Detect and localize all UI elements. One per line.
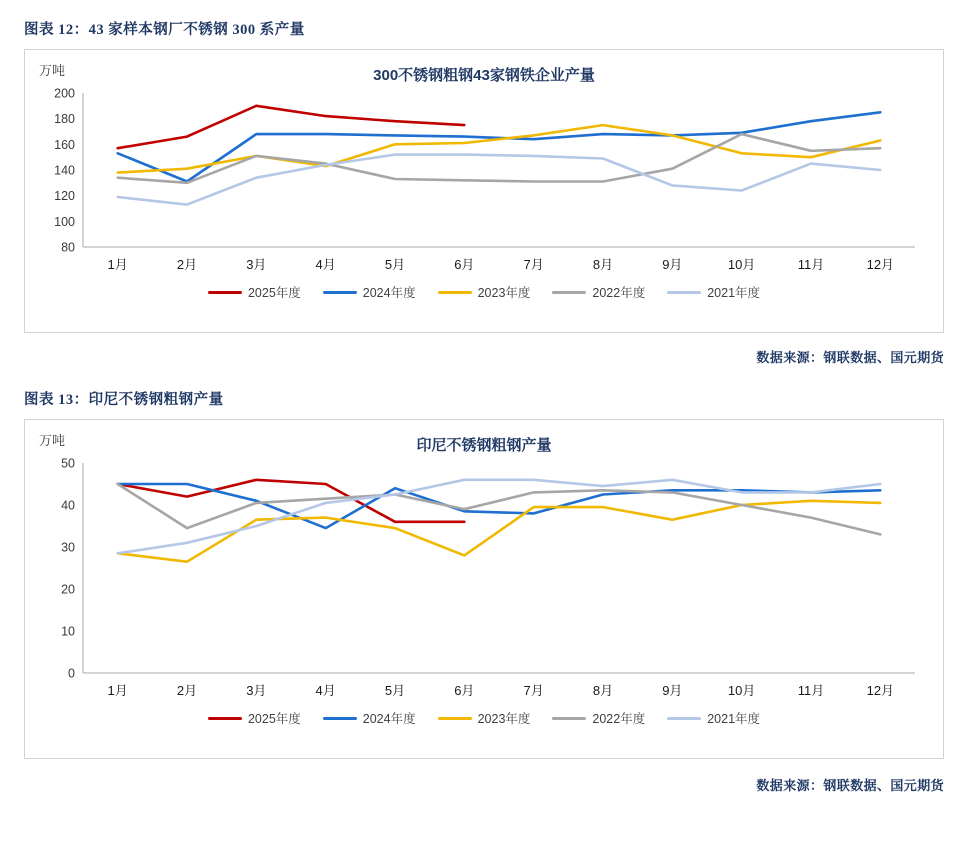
legend-item[interactable] — [323, 283, 416, 301]
legend-label: 2024年度 — [362, 712, 416, 726]
figure-13-chart-frame — [24, 419, 944, 759]
x-axis-tick: 5月 — [384, 683, 406, 698]
x-axis-tick: 8月 — [592, 257, 614, 272]
y-axis-tick: 100 — [54, 214, 75, 229]
x-axis-tick: 2月 — [176, 257, 198, 272]
figure-12-block — [24, 0, 944, 366]
legend-swatch — [208, 717, 242, 720]
x-axis-tick: 4月 — [315, 683, 336, 698]
legend-label: 2024年度 — [362, 286, 416, 300]
figure-13-source: 数据来源：钢联数据、国元期货 — [756, 778, 944, 793]
legend-swatch — [552, 717, 586, 720]
legend-label: 2025年度 — [247, 712, 301, 726]
x-axis-tick: 7月 — [523, 257, 544, 272]
figure-12-unit-label: 万吨 — [39, 63, 66, 78]
y-axis-tick: 200 — [54, 86, 75, 101]
x-axis-tick: 10月 — [727, 683, 756, 698]
figure-12-plot — [25, 85, 943, 281]
figure-13-caption: 图表 13：印尼不锈钢粗钢产量 — [24, 392, 224, 408]
figure-12-source: 数据来源：钢联数据、国元期货 — [756, 350, 944, 365]
legend-label: 2021年度 — [707, 712, 761, 726]
legend-swatch — [552, 291, 586, 294]
x-axis-tick: 1月 — [107, 257, 128, 272]
x-axis-tick: 11月 — [797, 257, 825, 272]
legend-label: 2022年度 — [592, 286, 646, 300]
legend-item[interactable] — [667, 283, 760, 301]
x-axis-tick: 5月 — [384, 257, 406, 272]
legend-swatch — [667, 291, 701, 294]
y-axis-tick: 50 — [61, 456, 75, 471]
x-axis-tick: 2月 — [176, 683, 198, 698]
legend-label: 2023年度 — [477, 712, 531, 726]
figure-13-legend — [25, 709, 943, 727]
series-line — [118, 106, 465, 148]
y-axis-tick: 10 — [61, 624, 75, 639]
x-axis-tick: 6月 — [454, 257, 475, 272]
y-axis-tick: 180 — [54, 112, 75, 127]
y-axis-tick: 80 — [61, 240, 75, 255]
y-axis-tick: 20 — [61, 582, 75, 597]
figure-13-chart-title: 印尼不锈钢粗钢产量 — [416, 437, 552, 454]
legend-swatch — [667, 717, 701, 720]
legend-item[interactable] — [208, 283, 301, 301]
y-axis-tick: 40 — [61, 498, 75, 513]
x-axis-tick: 4月 — [315, 257, 336, 272]
legend-item[interactable] — [552, 283, 645, 301]
legend-swatch — [208, 291, 242, 294]
x-axis-tick: 3月 — [246, 257, 267, 272]
x-axis-tick: 7月 — [523, 683, 544, 698]
x-axis-tick: 8月 — [592, 683, 614, 698]
figure-13-block — [24, 388, 944, 794]
figure-12-chart-title: 300不锈钢粗钢43家钢铁企业产量 — [373, 67, 595, 84]
legend-item[interactable] — [208, 709, 301, 727]
legend-swatch — [323, 717, 357, 720]
x-axis-tick: 11月 — [797, 683, 825, 698]
x-axis-tick: 9月 — [662, 683, 683, 698]
legend-label: 2023年度 — [477, 286, 531, 300]
x-axis-tick: 3月 — [246, 683, 267, 698]
legend-item[interactable] — [438, 709, 531, 727]
x-axis-tick: 12月 — [866, 257, 895, 272]
legend-label: 2021年度 — [707, 286, 761, 300]
legend-swatch — [323, 291, 357, 294]
series-line — [118, 134, 881, 183]
legend-label: 2025年度 — [247, 286, 301, 300]
x-axis-tick: 10月 — [727, 257, 756, 272]
legend-swatch — [438, 717, 472, 720]
legend-item[interactable] — [438, 283, 531, 301]
figure-13-unit-label: 万吨 — [39, 433, 66, 448]
y-axis-tick: 120 — [54, 189, 75, 204]
figure-12-chart-frame — [24, 49, 944, 333]
legend-item[interactable] — [667, 709, 760, 727]
y-axis-tick: 30 — [61, 540, 75, 555]
figure-12-caption: 图表 12：43 家样本钢厂不锈钢 300 系产量 — [24, 22, 305, 38]
x-axis-tick: 6月 — [454, 683, 475, 698]
y-axis-tick: 140 — [54, 163, 75, 178]
series-line — [118, 112, 881, 181]
y-axis-tick: 160 — [54, 137, 75, 152]
x-axis-tick: 12月 — [866, 683, 895, 698]
legend-item[interactable] — [552, 709, 645, 727]
series-line — [118, 484, 881, 528]
figure-13-plot — [25, 455, 943, 707]
y-axis-tick: 0 — [68, 666, 75, 681]
legend-swatch — [438, 291, 472, 294]
x-axis-tick: 9月 — [662, 257, 683, 272]
x-axis-tick: 1月 — [107, 683, 128, 698]
legend-label: 2022年度 — [592, 712, 646, 726]
figure-12-legend — [25, 283, 943, 301]
legend-item[interactable] — [323, 709, 416, 727]
